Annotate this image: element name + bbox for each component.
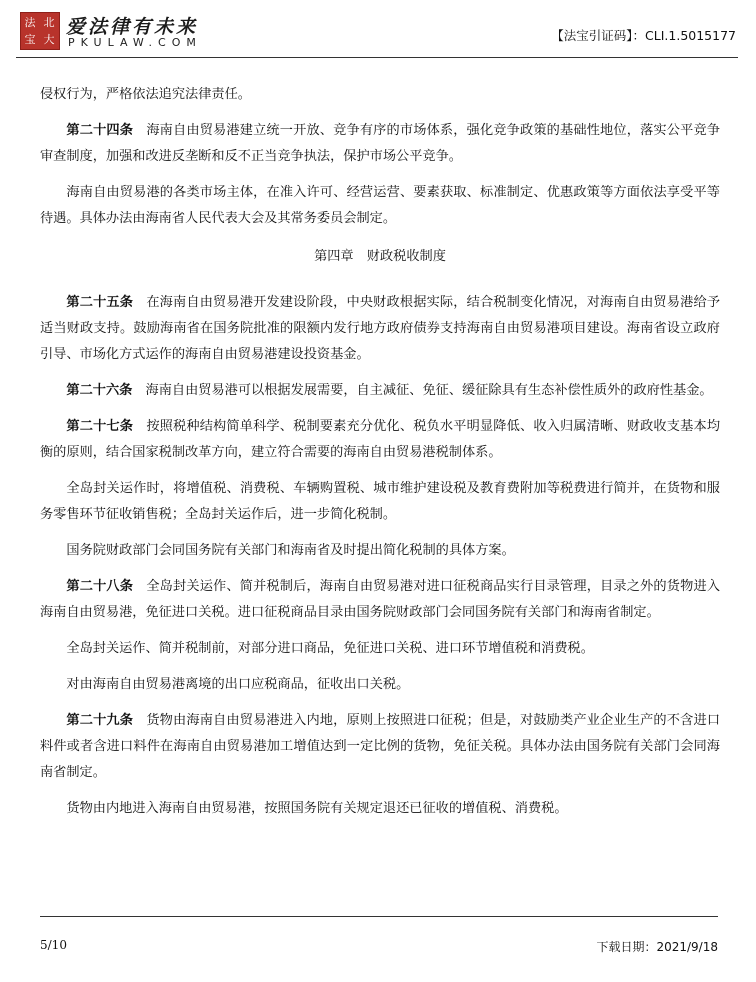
paragraph-text: 对由海南自由贸易港离境的出口应税商品，征收出口关税。 bbox=[66, 677, 410, 692]
paragraph bbox=[40, 82, 720, 108]
paragraph-text: 货物由内地进入海南自由贸易港，按照国务院有关规定退还已征收的增值税、消费税。 bbox=[66, 801, 568, 816]
article-number: 第二十八条 bbox=[66, 579, 134, 594]
paragraph-text: 侵权行为，严格依法追究法律责任。 bbox=[40, 87, 251, 102]
article-number: 第二十五条 bbox=[66, 295, 134, 310]
chapter-heading: 第四章 财政税收制度 bbox=[314, 249, 446, 264]
paragraph bbox=[40, 538, 720, 564]
article-number: 第二十四条 bbox=[66, 123, 134, 138]
footer-divider bbox=[40, 916, 718, 917]
download-date bbox=[596, 938, 718, 955]
logo-char: 北 bbox=[43, 16, 55, 29]
paragraph-text: 全岛封关运作、简并税制前，对部分进口商品，免征进口关税、进口环节增值税和消费税。 bbox=[66, 641, 594, 656]
article-25 bbox=[40, 290, 720, 368]
paragraph bbox=[40, 636, 720, 662]
article-28 bbox=[40, 574, 720, 626]
article-number: 第二十七条 bbox=[66, 419, 134, 434]
page-header bbox=[16, 8, 740, 52]
paragraph-text: 国务院财政部门会同国务院有关部门和海南省及时提出简化税制的具体方案。 bbox=[66, 543, 515, 558]
citation-value: CLI.1.5015177 bbox=[645, 28, 736, 43]
paragraph-text: 全岛封关运作时，将增值税、消费税、车辆购置税、城市维护建设税及教育费附加等税费进行简并，在货物和服务零售环节征收销售税；全岛封关运作后，进一步简化税制。 bbox=[40, 481, 720, 522]
download-label: 下载日期： bbox=[596, 940, 657, 954]
document-body bbox=[40, 82, 720, 822]
citation-label: 【法宝引证码】： bbox=[551, 28, 646, 43]
paragraph-text: 货物由海南自由贸易港进入内地，原则上按照进口征税；但是，对鼓励类产业企业生产的不含进口料件或者含进口料件在海南自由贸易港加工增值达到一定比例的货物，免征关税。具体办法由国务院有关部门会同海南省制定。 bbox=[40, 713, 721, 780]
citation-code bbox=[551, 26, 736, 44]
article-24 bbox=[40, 118, 720, 170]
article-27 bbox=[40, 414, 720, 466]
pkulaw-logo bbox=[20, 12, 60, 50]
logo-char: 宝 bbox=[24, 33, 36, 46]
paragraph-text: 海南自由贸易港建立统一开放、竞争有序的市场体系，强化竞争政策的基础性地位，落实公平竞争审查制度，加强和改进反垄断和反不正当竞争执法，保护市场公平竞争。 bbox=[40, 123, 721, 164]
logo-char: 大 bbox=[43, 33, 55, 46]
article-number: 第二十六条 bbox=[66, 383, 133, 398]
paragraph bbox=[40, 476, 720, 528]
paragraph bbox=[40, 672, 720, 698]
page-number: 5/10 bbox=[40, 938, 67, 952]
article-26 bbox=[40, 378, 720, 404]
logo-char: 法 bbox=[24, 16, 36, 29]
paragraph-text: 全岛封关运作、简并税制后，海南自由贸易港对进口征税商品实行目录管理，目录之外的货物进入海南自由贸易港，免征进口关税。进口征税商品目录由国务院财政部门会同国务院有关部门和海南省制定。 bbox=[40, 579, 721, 620]
paragraph-text: 海南自由贸易港的各类市场主体，在准入许可、经营运营、要素获取、标准制定、优惠政策等方面依法享受平等待遇。具体办法由海南省人民代表大会及其常务委员会制定。 bbox=[40, 185, 720, 226]
logo-slogan: 爱法律有未来 bbox=[66, 16, 199, 38]
paragraph bbox=[40, 180, 720, 232]
paragraph bbox=[40, 796, 720, 822]
paragraph-text: 在海南自由贸易港开发建设阶段，中央财政根据实际，结合税制变化情况，对海南自由贸易港给予适当财政支持。鼓励海南省在国务院批准的限额内发行地方政府债券支持海南自由贸易港项目建设。海南省设立政府引导、市场化方式运作的海南自由贸易港建设投资基金。 bbox=[40, 295, 721, 362]
paragraph-text: 按照税种结构简单科学、税制要素充分优化、税负水平明显降低、收入归属清晰、财政收支基本均衡的原则，结合国家税制改革方向，建立符合需要的海南自由贸易港税制体系。 bbox=[40, 419, 721, 460]
header-divider bbox=[16, 57, 738, 58]
article-number: 第二十九条 bbox=[66, 713, 134, 728]
article-29 bbox=[40, 708, 720, 786]
paragraph-text: 海南自由贸易港可以根据发展需要，自主减征、免征、缓征除具有生态补偿性质外的政府性基金。 bbox=[145, 383, 713, 398]
site-name: PKULAW.COM bbox=[68, 36, 202, 49]
download-value: 2021/9/18 bbox=[656, 940, 718, 954]
